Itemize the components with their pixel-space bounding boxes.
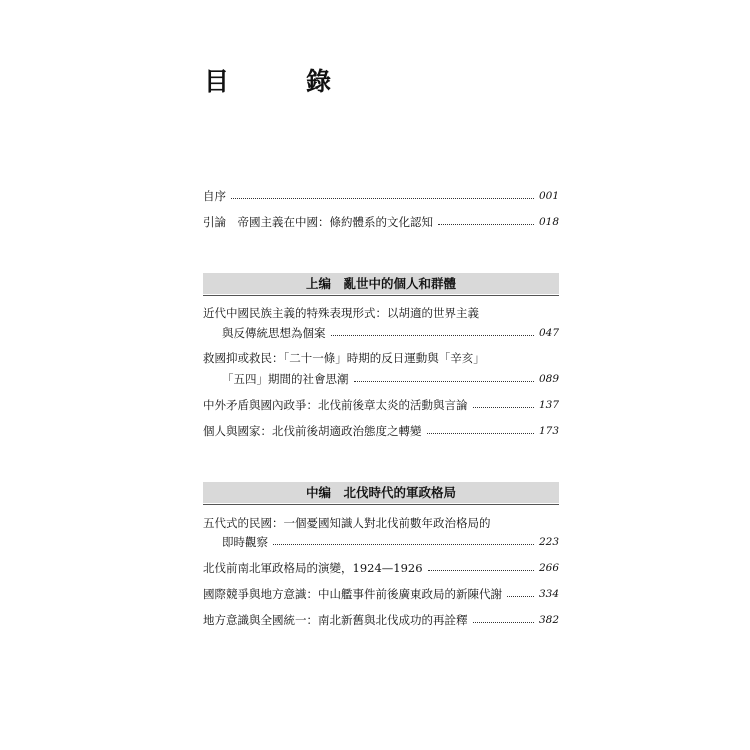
dot-leader — [507, 596, 534, 597]
toc-entry-preface[interactable] — [203, 187, 559, 205]
dot-leader — [231, 198, 534, 199]
toc-entry[interactable] — [203, 422, 559, 440]
dot-leader — [473, 407, 534, 408]
page-number: 018 — [538, 216, 559, 228]
page-number: 137 — [538, 399, 559, 411]
page-number: 089 — [538, 373, 559, 385]
dot-leader — [438, 224, 534, 225]
toc-entry-line2[interactable] — [222, 533, 559, 551]
entry-title: 即時觀察 — [222, 535, 268, 549]
toc-entry[interactable] — [203, 611, 559, 629]
entry-title: 國際競爭與地方意識：中山艦事件前後廣東政局的新陳代謝 — [203, 587, 502, 601]
dot-leader — [427, 433, 534, 434]
dot-leader — [273, 544, 534, 545]
page-number: 173 — [538, 425, 559, 437]
page-number: 266 — [538, 562, 559, 574]
part-rule-1 — [203, 295, 559, 296]
toc-entry-introduction[interactable] — [203, 213, 559, 231]
dot-leader — [331, 335, 534, 336]
part-heading-1: 上编 亂世中的個人和群體 — [203, 273, 559, 294]
toc-entry-line1[interactable]: 近代中國民族主義的特殊表現形式：以胡適的世界主義 — [203, 306, 479, 320]
entry-title: 北伐前南北軍政格局的演變，1924—1926 — [203, 561, 423, 575]
part-rule-2 — [203, 504, 559, 505]
dot-leader — [428, 570, 534, 571]
toc-entry-line2[interactable] — [222, 324, 559, 342]
page-number: 223 — [538, 536, 559, 548]
entry-title: 地方意識與全國統一：南北新舊與北伐成功的再詮釋 — [203, 613, 468, 627]
toc-entry-line2[interactable] — [222, 370, 559, 388]
toc-entry-line1[interactable]: 救國抑或救民：「二十一條」時期的反日運動與「辛亥」 — [203, 351, 485, 365]
page-number: 334 — [538, 588, 559, 600]
dot-leader — [473, 622, 534, 623]
entry-title: 「五四」期間的社會思潮 — [222, 372, 349, 386]
entry-title: 個人與國家：北伐前後胡適政治態度之轉變 — [203, 424, 422, 438]
page-number: 382 — [538, 614, 559, 626]
toc-entry-line1[interactable]: 五代式的民國：一個憂國知識人對北伐前數年政治格局的 — [203, 516, 491, 530]
toc-entry[interactable] — [203, 585, 559, 603]
entry-title: 引論 帝國主義在中國：條約體系的文化認知 — [203, 215, 433, 229]
toc-entry[interactable] — [203, 396, 559, 414]
page-title: 目 錄 — [204, 67, 358, 96]
dot-leader — [354, 381, 534, 382]
entry-title: 中外矛盾與國內政爭：北伐前後章太炎的活動與言論 — [203, 398, 468, 412]
page-number: 001 — [538, 190, 559, 202]
page-number: 047 — [538, 327, 559, 339]
entry-title: 與反傳統思想為個案 — [222, 326, 326, 340]
entry-title: 自序 — [203, 189, 226, 203]
toc-entry[interactable] — [203, 559, 559, 577]
part-heading-2: 中编 北伐時代的軍政格局 — [203, 482, 559, 503]
